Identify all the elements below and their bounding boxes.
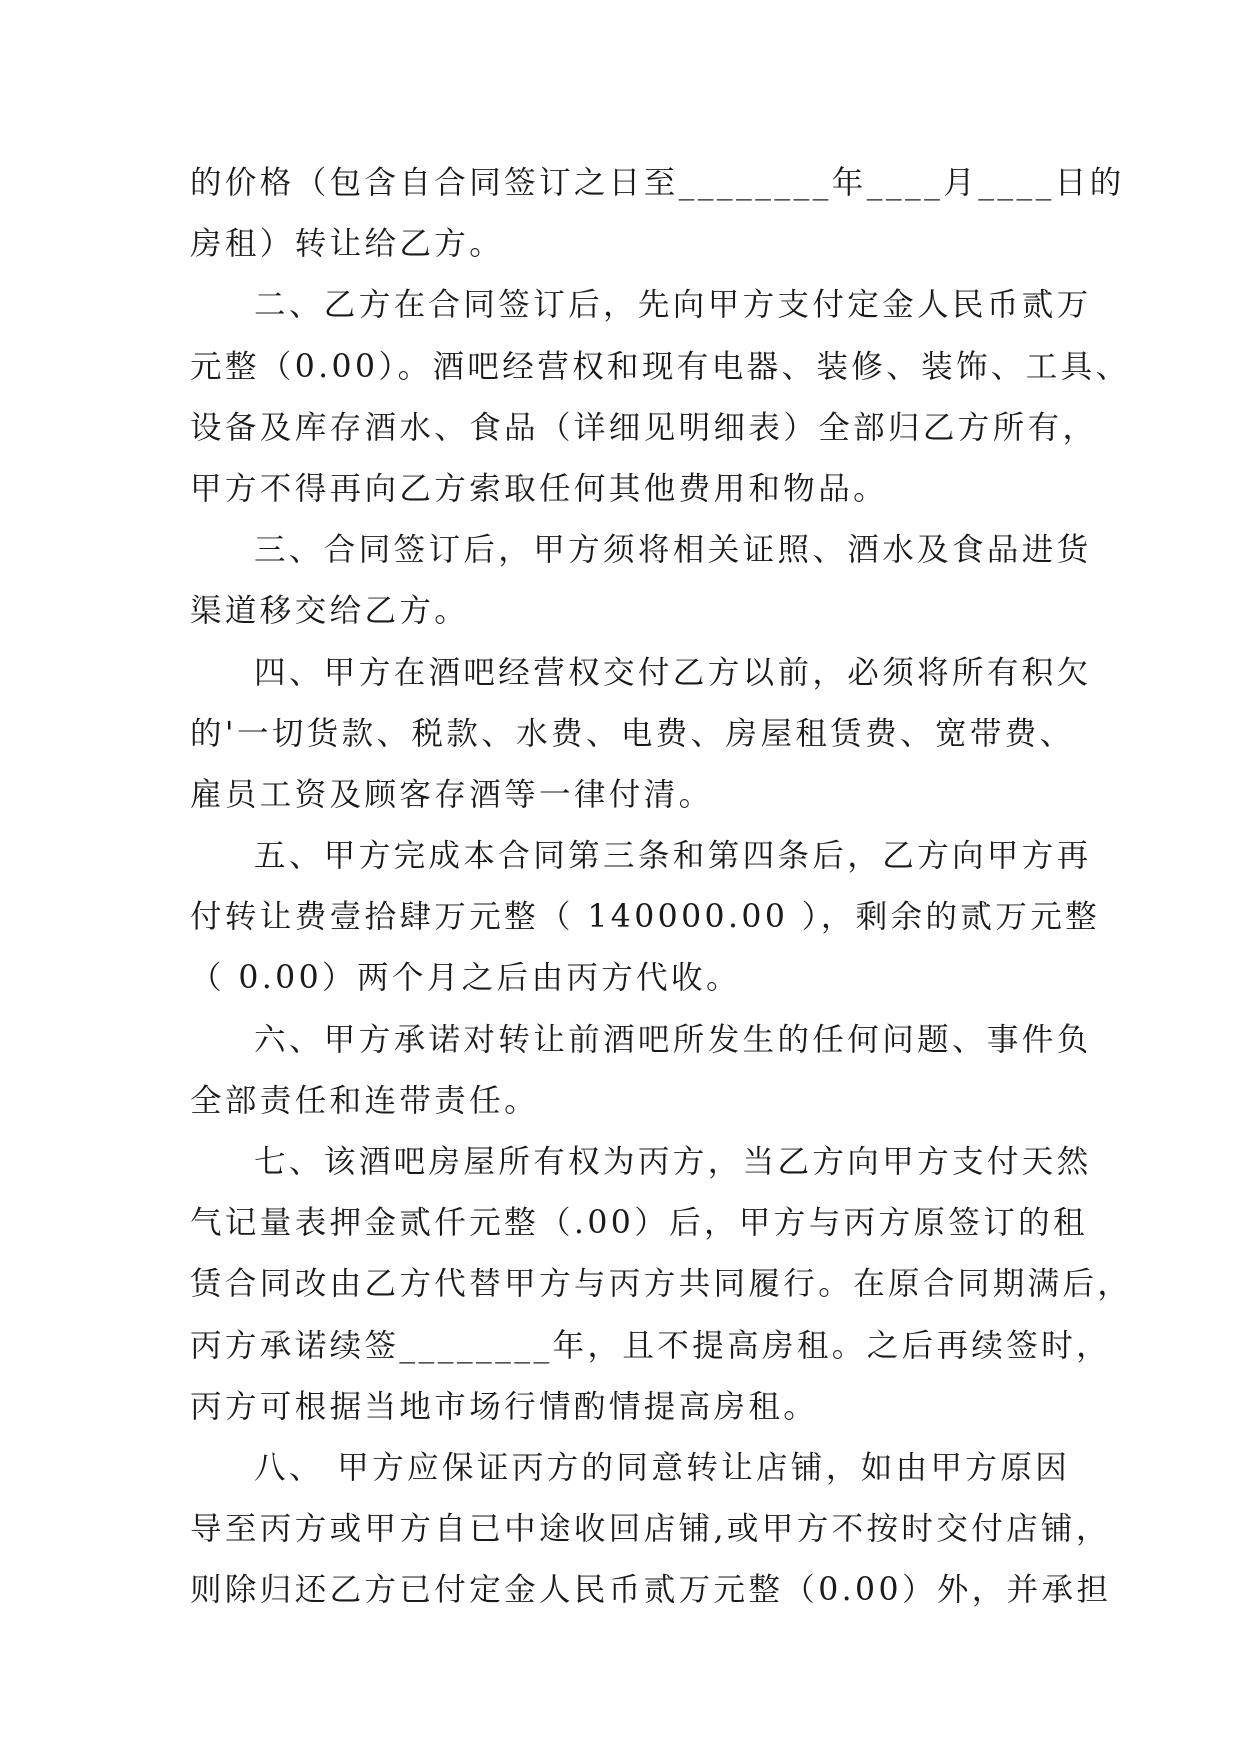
text-line: 设备及库存酒水、食品（详细见明细表）全部归乙方所有， <box>190 409 1098 446</box>
clause-8-line: 八、 甲方应保证丙方的同意转让店铺，如由甲方原因 <box>254 1449 1071 1486</box>
text-line: 雇员工资及顾客存酒等一律付清。 <box>190 776 714 813</box>
text-line: 丙方可根据当地市场行情酌情提高房租。 <box>190 1388 819 1425</box>
clause-5-line: 五、甲方完成本合同第三条和第四条后，乙方向甲方再 <box>254 838 1092 875</box>
text-line: 导至丙方或甲方自已中途收回店铺,或甲方不按时交付店铺， <box>190 1511 1111 1548</box>
clause-6-line: 六、甲方承诺对转让前酒吧所发生的任何问题、事件负 <box>254 1021 1092 1058</box>
text-line: 元整（0.00）。酒吧经营权和现有电器、装修、装饰、工具、 <box>190 348 1131 385</box>
clause-7-line: 七、该酒吧房屋所有权为丙方，当乙方向甲方支付天然 <box>254 1144 1092 1180</box>
text-line: 则除归还乙方已付定金人民币贰万元整（0.00）外，并承担 <box>190 1572 1112 1609</box>
text-line: 的'一切货款、税款、水费、电费、房屋租赁费、宽带费、 <box>190 715 1075 752</box>
text-line: （ 0.00）两个月之后由丙方代收。 <box>190 960 741 997</box>
text-line: 全部责任和连带责任。 <box>190 1082 540 1119</box>
text-line: 的价格（包含自合同签订之日至________年____月____日的 <box>190 165 1125 201</box>
text-line: 付转让费壹拾肆万元整（ 140000.00 ），剩余的贰万元整 <box>190 899 1101 936</box>
text-line: 赁合同改由乙方代替甲方与丙方共同履行。在原合同期满后， <box>190 1266 1133 1303</box>
clause-4-line: 四、甲方在酒吧经营权交付乙方以前，必须将所有积欠 <box>254 654 1092 691</box>
text-line: 房租）转让给乙方。 <box>190 226 505 263</box>
clause-3-line: 三、合同签订后，甲方须将相关证照、酒水及食品进货 <box>254 532 1092 569</box>
text-line: 甲方不得再向乙方索取任何其他费用和物品。 <box>190 470 889 507</box>
clause-2-line: 二、乙方在合同签订后，先向甲方支付定金人民币贰万 <box>254 287 1092 324</box>
document-body <box>190 153 1133 1622</box>
text-line: 气记量表押金贰仟元整（.00）后，甲方与丙方原签订的租 <box>190 1205 1088 1242</box>
text-line: 丙方承诺续签________年，且不提高房租。之后再续签时， <box>190 1327 1112 1364</box>
text-line: 渠道移交给乙方。 <box>190 593 470 630</box>
